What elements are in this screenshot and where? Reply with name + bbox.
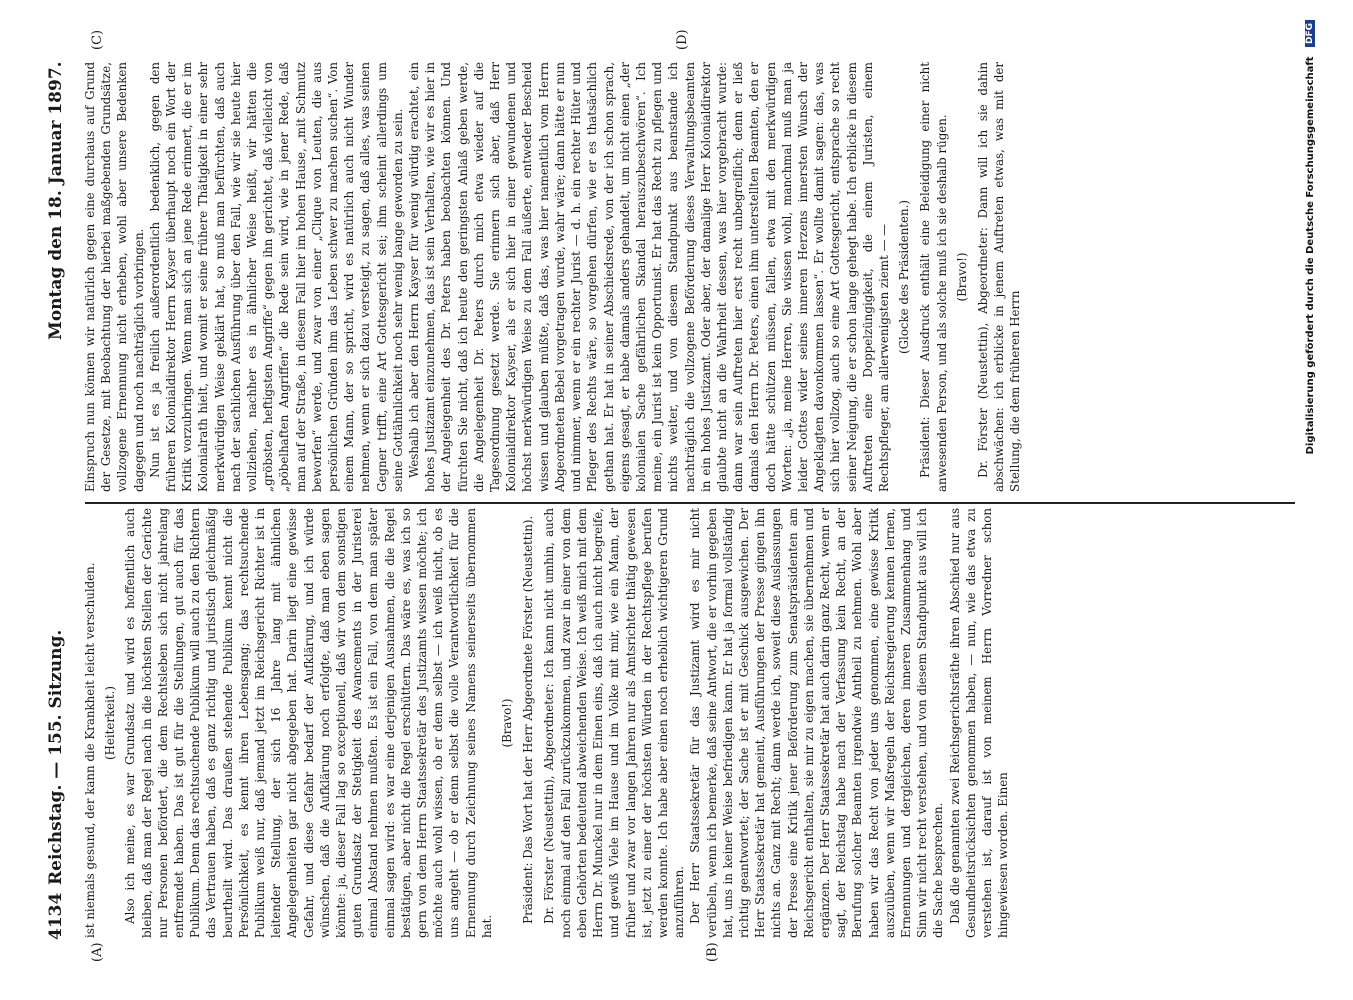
page-number: 4134 xyxy=(46,892,66,940)
paragraph: Der Herr Staatssekretär für das Justizamt wird es mir nicht verübeln, wenn ich bemerke, daß seine Antwort, die er vorhin gegeben hat, uns in keiner Weise befriedigen kann. Er hat ja formal vollständig richtig geantwortet; der Sache ist er mit Geschick ausgewichen. Der Herr Staatssekretär hat gemeint, Ausführungen der Presse gingen ihn nichts an. Ganz mit Recht; dann werde ich, soweit diese Auslassungen der Presse eine Kritik jener Beförderung zum Senatspräsidenten am Reichsgericht enthalten, sie mir zu eigen machen, sie übernehmen und ergänzen. Der Herr Staatssekretär hat auch darin ganz Recht, wenn er sagt, der Reichstag habe nach der Verfassung kein Recht, an der Berufung solcher Beamten irgendwie Antheil zu nehmen. Wohl aber haben wir das Recht von jeder uns genommen, eine gewisse Kritik auszuüben, wenn wir Maßregeln der Reichsregierung kennen lernen, Ernennungen und dergleichen, deren inneren Zusammenhang und Sinn wir nicht recht verstehen, und von diesem Standpunkt aus will ich die Sache besprechen. xyxy=(688,508,946,938)
stage-direction: (Glocke des Präsidenten.) xyxy=(897,200,912,354)
page-date: Montag den 18. Januar 1897. xyxy=(46,61,66,340)
digitization-credit xyxy=(1305,20,1325,700)
paragraph: Einspruch nun können wir natürlich gegen eine durchaus auf Grund der Gesetze, mit Beobachtung der hierbei maßgebenden Grundsätze, vollzogene Ernennung nicht erheben, wohl aber unsere Bedenken dagegen und noch nachträglich vorbringen. xyxy=(83,62,146,492)
stage-direction: (Bravo!) xyxy=(500,698,515,748)
speaker-paragraph: Präsident: Dieser Ausdruck enthält eine Beleidigung einer nicht anwesenden Person, und als solche muß ich sie deshalb rügen. xyxy=(918,62,949,492)
paragraph: Also ich meine, es war Grundsatz und wird es hoffentlich auch bleiben, daß man der Regel nach in die höchsten Stellen der Gerichte nur Personen befördert, die dem Rechtsleben sich nicht jahrelang entfremdet haben. Das ist gut für die Stellungen, gut auch für das Publikum. Denn das rechtsuchende Publikum will auch zu den Richtern das Vertrauen haben, daß es ganz richtig und juristisch gleichmäßig beurtheilt wird. Das draußen stehende Publikum kennt nicht die Persönlichkeit, es kennt ihren Lebensgang; das rechtsuchende Publikum weiß nur, daß jemand jetzt im Reichsgericht Richter ist in leitender Stellung, der sich 16 Jahre lang mit ähnlichen Angelegenheiten gar nicht abgegeben hat. Darin liegt eine gewisse Gefahr, und diese Gefahr bedarf der Aufklärung, und ich würde wünschen, daß die Aufklärung noch erfolgte, daß man eben sagen könnte: ja, dieser Fall lag so exceptionell, daß wir von dem sonstigen guten Grundsatz der Stetigkeit des Avancements in der Juristerei einmal Abstand nehmen mußten. Es ist ein Fall, von dem man später einmal sagen wird: es war eine derjenigen Ausnahmen, die die Regel bestätigen, aber nicht die Regel erschüttern. Das wäre es, was ich so gern von dem Herrn Staatssekretär des Justizamts wissen möchte; ich möchte auch wohl wissen, ob er denn selbst — ich weiß nicht, ob es uns angeht — ob er denn selbst die volle Verantwortlichkeit für die Ernennung durch Zeichnung seines Namens seinerseits übernommen hat. xyxy=(123,508,494,938)
margin-marker-b: (B) xyxy=(705,942,720,962)
paragraph: Weshalb ich aber den Herrn Kayser für wenig würdig erachtet, ein hohes Justizamt einzunehmen, das ist sein Verhalten, wie wir es hier in der Angelegenheit des Dr. Peters haben beobachten können. Und fürchten Sie nicht, daß ich heute den geringsten Anlaß geben werde, die Angelegenheit Dr. Peters durch mich etwa wieder auf die Tagesordnung gesetzt werde. Sie erinnern sich aber, daß Herr Kolonialdirektor Kayser, als er sich hier in einer gewundenen und höchst merkwürdigen Weise zu dem Fall äußerte, entweder Bescheid wissen und glauben müßte, daß das, was hier namentlich vom Herrn Abgeordneten Bebel vorgetragen wurde, wahr wäre; dann hätte er nun und nimmer, wenn er ein rechter Jurist — d. h. ein rechter Hüter und Pfleger des Rechts wäre, so vorgehen dürfen, wie er es thatsächlich gethan hat. Er hat in seiner Abschiedsrede, von der ich schon sprach, eigens gesagt, er habe damals anders gehandelt, um nicht einen „der kolonialen Sache gefährlichen Skandal herauszubeschwören“. Ich meine, ein Jurist ist kein Opportunist. Er hat das Recht zu pflegen und nichts weiter, und von diesem Standpunkt aus beanstande ich nachträglich die vollzogene Beförderung dieses Verwaltungsbeamten in ein hohes Justizamt. Oder aber, der damalige Herr Kolonialdirektor glaubte nicht an die Wahrheit dessen, was hier vorgebracht wurde: dann war sein Auftreten hier erst recht unbegreiflich; denn er ließ damals den Herrn Dr. Peters, einen ihm unterstellten Beamten, den er doch hätte schützen müssen, fallen, etwa mit den merkwürdigen Worten: „ja, meine Herren, Sie wissen wohl, manchmal muß man ja leider Gottes wider seines inneren Herzens innersten Wunsch der Angeklagten davonkommen lassen“. Er wollte damit sagen: das, was sich hier vollzog, auch so eine Art Gottesgericht, entsprache so recht seiner Neigung, die er schon lange gehegt habe. Ich erblicke in diesem Auftreten eine Doppelzüngigkeit, die einem Juristen, einem Rechtspfleger, am allerwenigsten ziemt — — xyxy=(407,62,891,492)
margin-marker-c: (C) xyxy=(90,29,105,50)
column-divider xyxy=(85,502,1295,504)
page-title: Reichstag. — 155. Sitzung. xyxy=(46,629,66,885)
speaker-paragraph: Präsident: Das Wort hat der Herr Abgeordnete Förster (Neustettin). xyxy=(521,515,536,924)
dfg-logo-icon: DFG xyxy=(1305,20,1315,47)
page-header xyxy=(40,60,70,940)
speaker-paragraph: Dr. Förster (Neustettin), Abgeordneter: Dann will ich sie dahin abschwächen: ich erblicke in jenem Auftreten etwas, was mit der Stellung, die dem früheren Herrn xyxy=(975,62,1023,492)
credit-text: Digitalisierung gefördert durch die Deutsche Forschungsgemeinschaft xyxy=(1305,56,1316,455)
speaker-paragraph: Dr. Förster (Neustettin), Abgeordneter: Ich kann nicht umhin, auch noch einmal auf den Fall zurückzukommen, und zwar in einer von dem eben Gehörten bedeutend abweichenden Weise. Ich weiß mich mit dem Herrn Dr. Munckel nur in dem Einen eins, daß ich auch nicht begreife, und gewiß Viele im Hause und im Volke mit mir, wie ein Mann, der früher und zwar vor langen Jahren nur als Amtsrichter thätig gewesen ist, jetzt zu einer der höchsten Würden in der Rechtspflege berufen werden konnte. Ich habe aber einen noch erheblich wichtigeren Grund anzuführen. xyxy=(542,508,687,938)
margin-marker-a: (A) xyxy=(90,942,105,962)
paragraph: Daß die genannten zwei Reichsgerichtsräthe ihren Abschied nur aus Gesundheitsrücksichten genommen haben, — nun, wie das etwa zu verstehen ist, darauf ist von meinem Herrn Vorredner schon hingewiesen worden. Einen xyxy=(947,508,1011,938)
stage-direction: (Heiterkeit.) xyxy=(103,686,118,761)
right-column xyxy=(82,62,1297,492)
left-column xyxy=(82,508,1297,938)
stage-direction: (Bravo!) xyxy=(954,252,969,302)
paragraph: Nun ist es ja freilich außerordentlich bedenklich, gegen den früheren Kolonialdirektor Herrn Kayser überhaupt noch ein Wort der Kritik vorzubringen. Wenn man sich an jene Rede erinnert, die er im Kolonialrath hielt, und womit er seine frühere Thätigkeit in einer sehr merkwürdigen Weise geklärt hat, so muß man befürchten, daß auch nach der sachlichen Ausführung über den Fall, wie wir sie heute hier vollziehen, nachher es in ähnlicher Weise heißt, wir hätten die „gröbsten, heftigsten Angriffe“ gegen ihn gerichtet, daß vielleicht von „pöbelhaften Angriffen“ die Rede sein wird, wie in jener Rede, daß man auf der Straße, in diesem Fall hier im hohen Hause, „mit Schmutz beworfen“ werde, und zwar von einer „Clique von Leuten, die aus persönlichen Gründen ihm das Leben schwer zu machen suchen“. Von einem Mann, der so spricht, wird es natürlich auch nicht Wunder nehmen, wenn er sich dazu versteigt, zu sagen, daß alles, was seinen Gegner trifft, eine Art Gottesgericht sei; ihm scheint allerdings um seine Gottähnlichkeit noch sehr wenig bange geworden zu sein. xyxy=(147,62,405,492)
paragraph: ist niemals gesund, der kann die Krankheit leicht verschulden. xyxy=(83,562,97,938)
margin-marker-d: (D) xyxy=(675,29,690,50)
